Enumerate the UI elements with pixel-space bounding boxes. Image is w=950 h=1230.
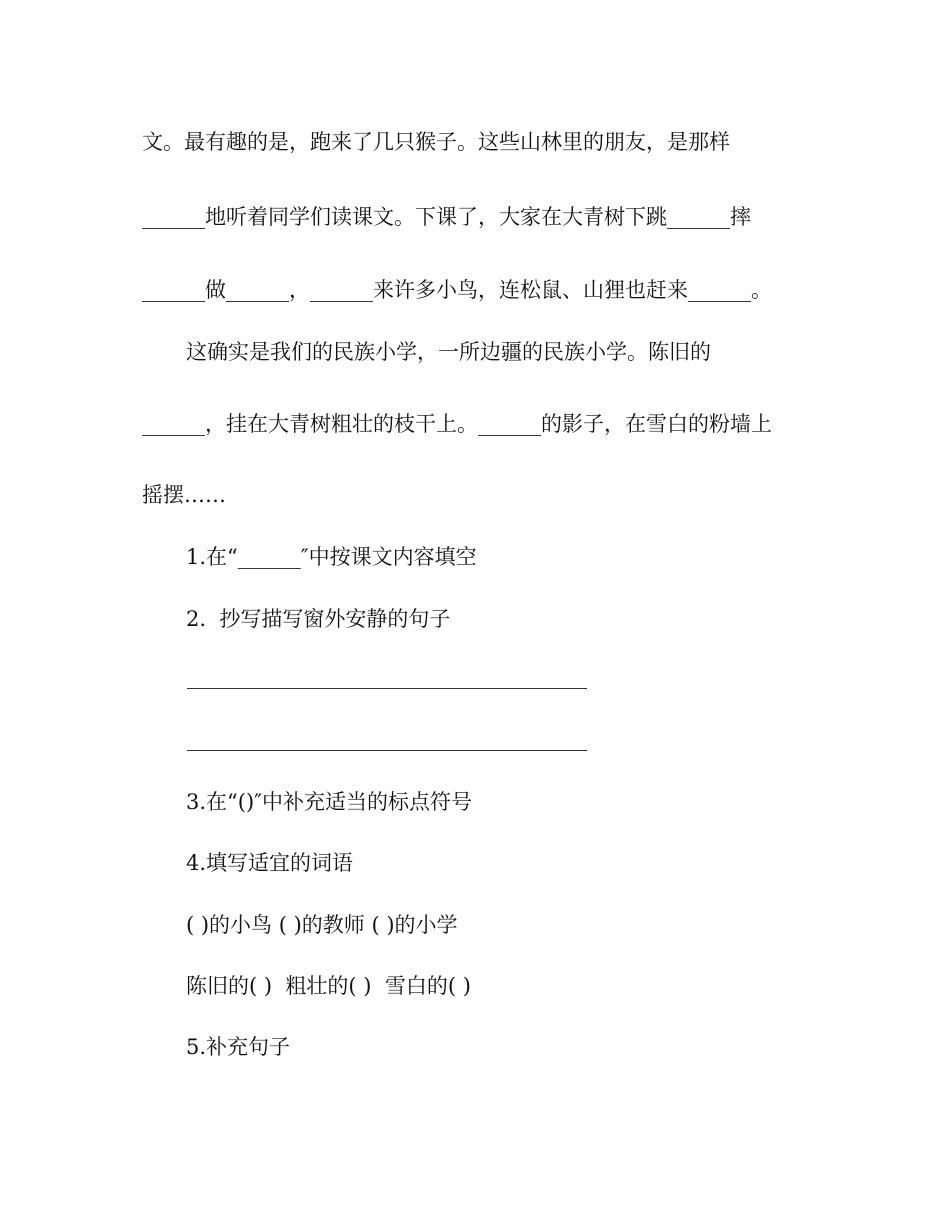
question-2: 2. 抄写描写窗外安静的句子 [186,607,451,631]
answer-line-1 [187,688,587,689]
passage-line-5: ______，挂在大青树粗壮的枝干上。______的影子，在雪白的粉墙上 [142,412,772,436]
passage-line-2: ______地听着同学们读课文。下课了，大家在大青树下跳______摔 [142,205,751,229]
question-4: 4.填写适宜的词语 [186,851,354,875]
question-5: 5.补充句子 [186,1035,291,1059]
question-4-row-1: ( )的小鸟 ( )的教师 ( )的小学 [186,913,458,937]
passage-line-3: ______做______，______来许多小鸟，连松鼠、山狸也赶来______。 [142,278,772,302]
question-3: 3.在“()″中补充适当的标点符号 [186,790,473,814]
passage-line-4: 这确实是我们的民族小学，一所边疆的民族小学。陈旧的 [186,340,711,364]
question-1: 1.在“______″中按课文内容填空 [186,545,477,569]
passage-line-1: 文。最有趣的是，跑来了几只猴子。这些山林里的朋友，是那样 [142,130,730,154]
passage-line-6: 摇摆…… [142,483,226,507]
answer-line-2 [187,750,587,751]
question-4-row-2: 陈旧的( ) 粗壮的( ) 雪白的( ) [186,974,471,998]
